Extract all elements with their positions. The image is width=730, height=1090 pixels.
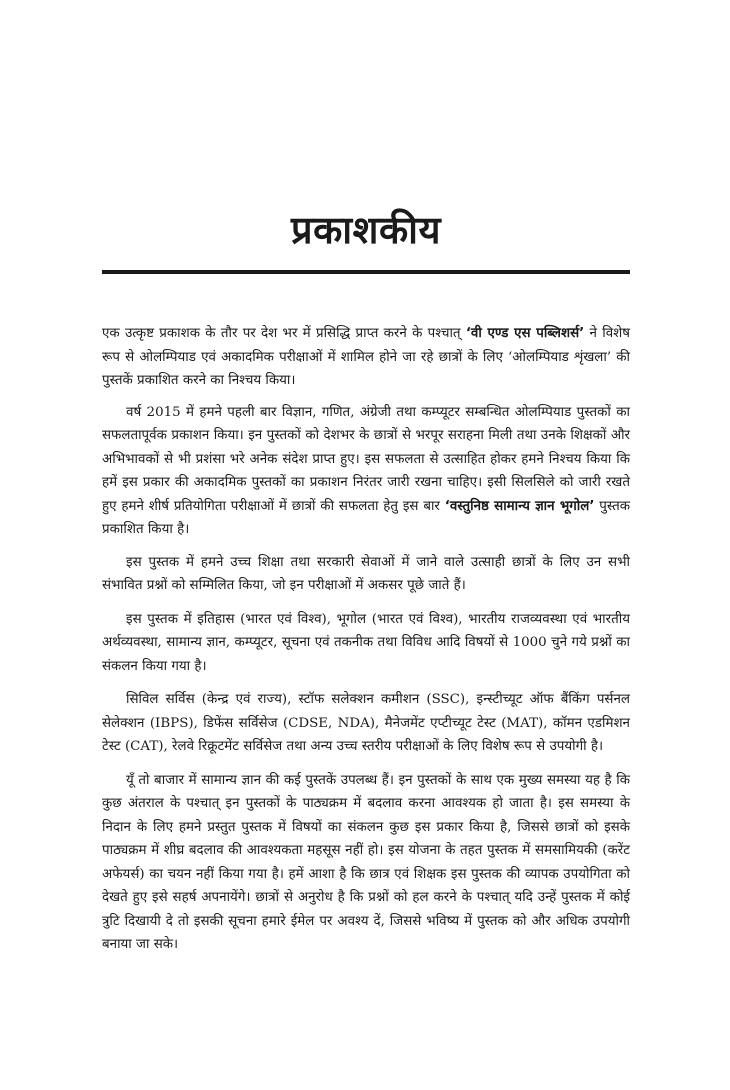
paragraph-2 [102, 401, 630, 542]
publisher-name: ‘वी एण्ड एस पब्लिशर्स’ [465, 326, 585, 341]
book-title: ‘वस्तुनिष्ठ सामान्य ज्ञान भूगोल’ [444, 498, 595, 514]
paragraph-3: इस पुस्तक में हमने उच्च शिक्षा तथा सरकारी सेवाओं में जाने वाले उत्साही छात्रों के लिए उन सभी संभावित प्रश्नों को सम्मिलित किया, जो इन परीक्षाओं में अकसर पूछे जाते हैं। [102, 554, 630, 593]
paragraph-2-text-after: पुस्तक प्रकाशित किया है। [102, 498, 630, 537]
paragraph-4: इस पुस्तक में इतिहास (भारत एवं विश्व), भूगोल (भारत एवं विश्व), भारतीय राजव्यवस्था एवं भारतीय अर्थव्यवस्था, सामान्य ज्ञान, कम्प्यूटर, सूचना एवं तकनीक तथा विविध आदि विषयों से 1000 चुने गये प्रश्नों का संकलन किया गया है। [102, 611, 630, 674]
paragraph-1-text-before: एक उत्कृष्ट प्रकाशक के तौर पर देश भर में प्रसिद्धि प्राप्त करने के पश्चात् [102, 326, 466, 341]
title-underline-rule [102, 270, 630, 274]
paragraph-5: सिविल सर्विस (केन्द्र एवं राज्य), स्टॉफ सलेक्शन कमीशन (SSC), इन्स्टीच्यूट ऑफ बैंकिंग पर्सनल सेलेक्शन (IBPS), डिफेंस सर्विसेज (CDSE, NDA), मैनेजमेंट एप्टीच्यूट टेस्ट (MAT), कॉमन एडमिशन टेस्ट (CAT), रेलवे रिक्रूटमेंट सर्विसेज तथा अन्य उच्च स्तरीय परीक्षाओं के लिए विशेष रूप से उपयोगी है। [102, 692, 630, 754]
paragraph-2-text-before: वर्ष 2015 में हमने पहली बार विज्ञान, गणित, अंग्रेजी तथा कम्प्यूटर सम्बन्धित ओलम्पियाड पुस्तकों का सफलतापूर्वक प्रकाशन किया। इन पुस्तकों को देशभर के छात्रों से भरपूर सराहना मिली तथा उनके शिक्षकों और अभिभावकों से भी प्रशंसा भरे अनेक संदेश प्राप्त हुए। इस सफलता से उत्साहित होकर हमने निश्चय किया कि हमें इस प्रकार की अकादमिक पुस्तकों का प्रकाशन निरंतर जारी रखना चाहिए। इसी सिलसिले को जारी रखते हुए हमने शीर्ष प्रतियोगिता परीक्षाओं में छात्रों की सफलता हेतु इस बार [102, 404, 630, 514]
paragraph-1-text-after: ने विशेष रूप से ओलम्पियाड एवं अकादमिक परीक्षाओं में शामिल होने जा रहे छात्रों के लिए ‘ओलम्पियाड शृंखला’ की पुस्तकें प्रकाशित करने का निश्चय किया। [102, 326, 630, 388]
paragraph-1 [102, 322, 630, 393]
page-title: प्रकाशकीय [290, 208, 442, 252]
paragraph-6: यूँ तो बाजार में सामान्य ज्ञान की कई पुस्तकें उपलब्ध हैं। इन पुस्तकों के साथ एक मुख्य समस्या यह है कि कुछ अंतराल के पश्चात् इन पुस्तकों के पाठ्यक्रम में बदलाव करना आवश्यक हो जाता है। इस समस्या के निदान के लिए हमने प्रस्तुत पुस्तक में विषयों का संकलन कुछ इस प्रकार किया है, जिससे छात्रों को इसके पाठ्यक्रम में शीघ्र बदलाव की आवश्यकता महसूस नहीं हो। इस योजना के तहत पुस्तक में समसामियकी (करेंट अफेयर्स) का चयन नहीं किया गया है। हमें आशा है कि छात्र एवं शिक्षक इस पुस्तक की व्यापक उपयोगिता को देखते हुए इसे सहर्ष अपनायेंगे। छात्रों से अनुरोध है कि प्रश्नों को हल करने के पश्चात् यदि उन्हें पुस्तक में कोई त्रुटि दिखायी दे तो इसकी सूचना हमारे ईमेल पर अवश्य दें, जिससे भविष्य में पुस्तक को और अधिक उपयोगी बनाया जा सके। [102, 772, 630, 952]
page [102, 200, 630, 965]
preface-body [102, 322, 630, 957]
